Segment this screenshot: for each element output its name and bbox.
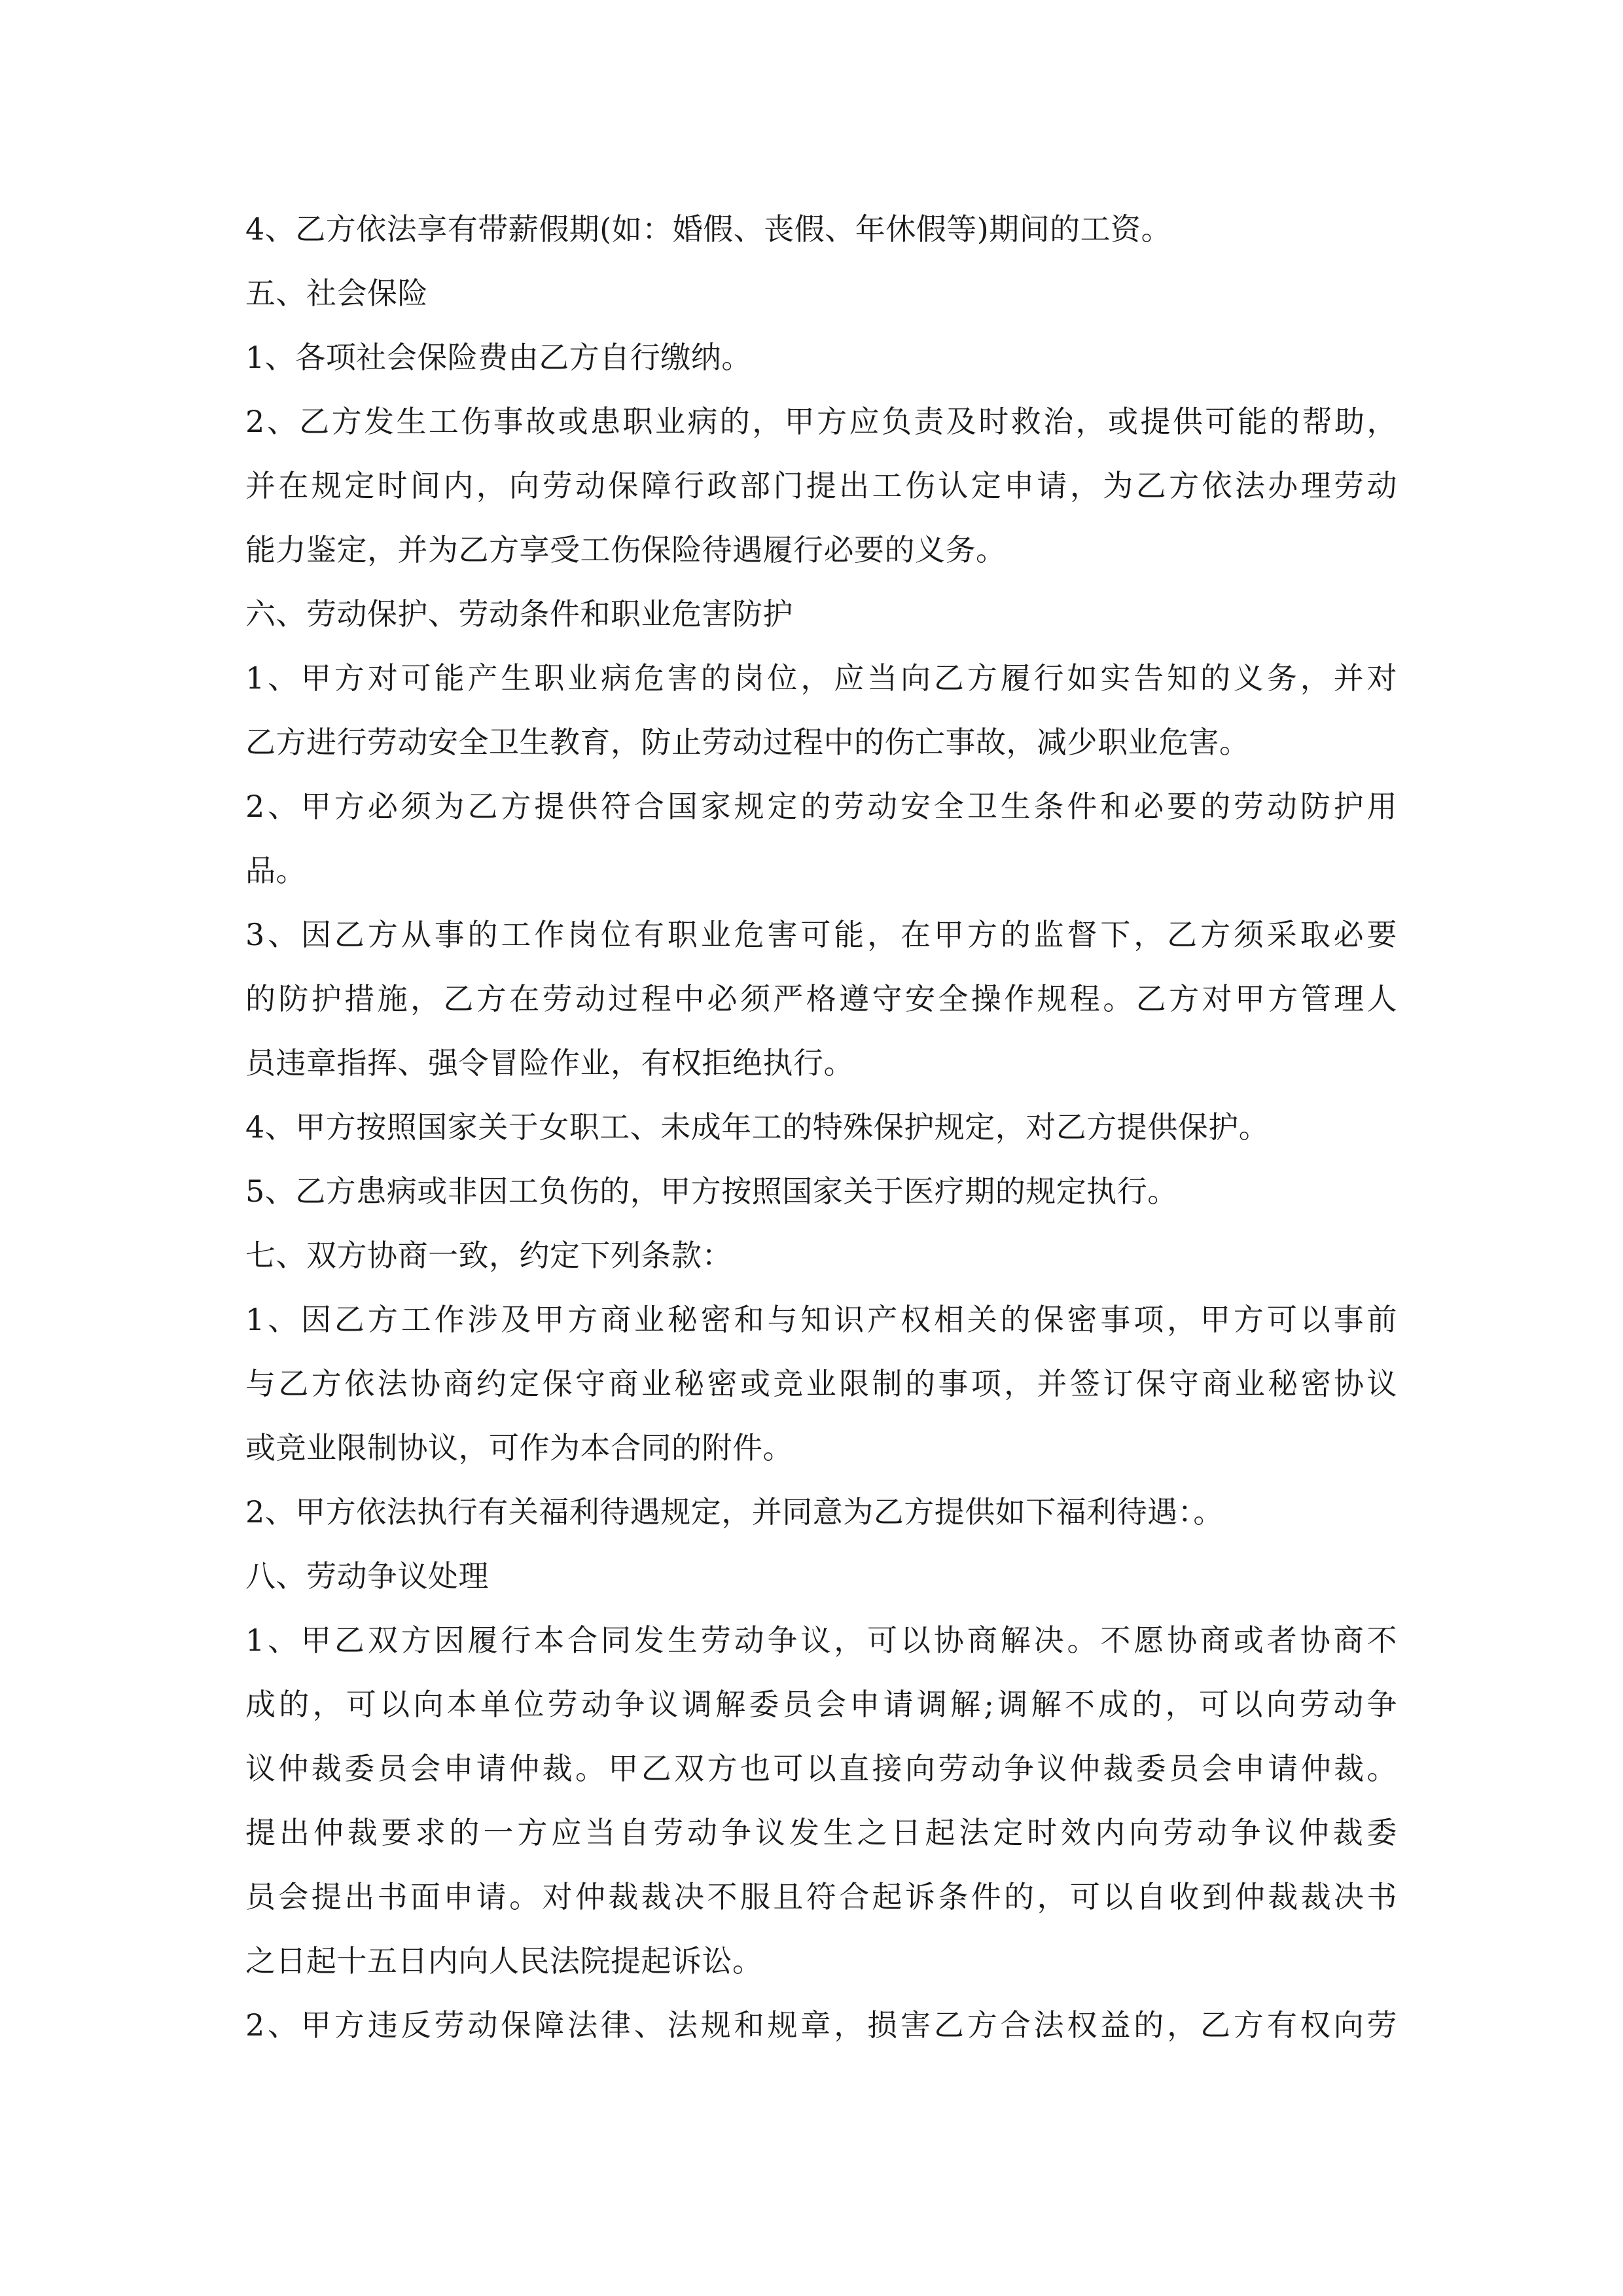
text-line: 与乙方依法协商约定保守商业秘密或竞业限制的事项，并签订保守商业秘密协议 xyxy=(245,1366,1397,1401)
section-heading: 七、双方协商一致，约定下列条款： xyxy=(245,1238,732,1273)
text-line: 1、各项社会保险费由乙方自行缴纳。 xyxy=(245,340,752,375)
text-line: 能力鉴定，并为乙方享受工伤保险待遇履行必要的义务。 xyxy=(245,532,1007,567)
text-line: 3、因乙方从事的工作岗位有职业危害可能，在甲方的监督下，乙方须采取必要 xyxy=(245,917,1397,952)
text-line: 之日起十五日内向人民法院提起诉讼。 xyxy=(245,1943,763,1979)
text-line: 的防护措施，乙方在劳动过程中必须严格遵守安全操作规程。乙方对甲方管理人 xyxy=(245,981,1397,1016)
text-line: 员会提出书面申请。对仲裁裁决不服且符合起诉条件的，可以自收到仲裁裁决书 xyxy=(245,1879,1397,1914)
text-line: 品。 xyxy=(245,853,306,888)
text-line: 5、乙方患病或非因工负伤的，甲方按照国家关于医疗期的规定执行。 xyxy=(245,1174,1178,1209)
section-heading: 八、劳动争议处理 xyxy=(245,1558,489,1594)
text-line: 2、甲方违反劳动保障法律、法规和规章，损害乙方合法权益的，乙方有权向劳 xyxy=(245,2007,1397,2043)
text-line: 并在规定时间内，向劳动保障行政部门提出工伤认定申请，为乙方依法办理劳动 xyxy=(245,468,1397,503)
text-line: 或竞业限制协议，可作为本合同的附件。 xyxy=(245,1430,793,1465)
text-line: 2、乙方发生工伤事故或患职业病的，甲方应负责及时救治，或提供可能的帮助， xyxy=(245,404,1397,439)
text-line: 2、甲方依法执行有关福利待遇规定，并同意为乙方提供如下福利待遇：。 xyxy=(245,1494,1224,1530)
section-heading: 六、劳动保护、劳动条件和职业危害防护 xyxy=(245,596,793,632)
text-line: 成的，可以向本单位劳动争议调解委员会申请调解;调解不成的，可以向劳动争 xyxy=(245,1687,1397,1722)
text-line: 1、甲乙双方因履行本合同发生劳动争议，可以协商解决。不愿协商或者协商不 xyxy=(245,1623,1397,1658)
text-line: 1、因乙方工作涉及甲方商业秘密和与知识产权相关的保密事项，甲方可以事前 xyxy=(245,1302,1397,1337)
text-line: 2、甲方必须为乙方提供符合国家规定的劳动安全卫生条件和必要的劳动防护用 xyxy=(245,789,1397,824)
section-heading: 五、社会保险 xyxy=(245,276,428,311)
text-line: 1、甲方对可能产生职业病危害的岗位，应当向乙方履行如实告知的义务，并对 xyxy=(245,660,1397,696)
text-line: 议仲裁委员会申请仲裁。甲乙双方也可以直接向劳动争议仲裁委员会申请仲裁。 xyxy=(245,1751,1397,1786)
text-line: 员违章指挥、强令冒险作业，有权拒绝执行。 xyxy=(245,1045,854,1081)
text-line: 提出仲裁要求的一方应当自劳动争议发生之日起法定时效内向劳动争议仲裁委 xyxy=(245,1815,1397,1850)
text-line: 4、乙方依法享有带薪假期(如：婚假、丧假、年休假等)期间的工资。 xyxy=(245,211,1172,247)
text-line: 乙方进行劳动安全卫生教育，防止劳动过程中的伤亡事故，减少职业危害。 xyxy=(245,725,1250,760)
text-line: 4、甲方按照国家关于女职工、未成年工的特殊保护规定，对乙方提供保护。 xyxy=(245,1109,1270,1145)
